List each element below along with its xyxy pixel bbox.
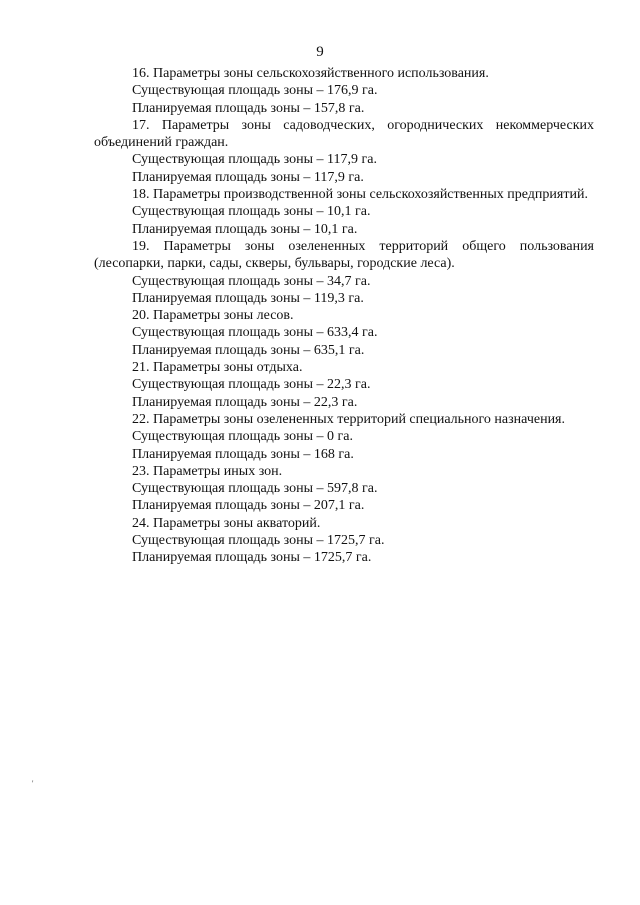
paragraph: Существующая площадь зоны – 1725,7 га.: [132, 533, 385, 549]
document-body: [94, 65, 594, 567]
paragraph: Существующая площадь зоны – 117,9 га.: [132, 152, 377, 168]
paragraph: Существующая площадь зоны – 597,8 га.: [132, 481, 378, 497]
paragraph: Планируемая площадь зоны – 22,3 га.: [132, 394, 358, 410]
paragraph: Существующая площадь зоны – 34,7 га.: [132, 273, 371, 289]
paragraph: Планируемая площадь зоны – 207,1 га.: [132, 498, 365, 514]
paragraph: Планируемая площадь зоны – 635,1 га.: [132, 342, 365, 358]
paragraph: Существующая площадь зоны – 176,9 га.: [132, 83, 378, 99]
paragraph: 21. Параметры зоны отдыха.: [132, 360, 303, 376]
paragraph: 17. Параметры зоны садоводческих, огороднических некоммерческих объединений граждан.: [94, 117, 594, 151]
paragraph: 16. Параметры зоны сельскохозяйственного использования.: [132, 66, 489, 81]
paragraph: Планируемая площадь зоны – 1725,7 га.: [132, 550, 372, 566]
paragraph: Существующая площадь зоны – 0 га.: [132, 429, 353, 445]
page-number: 9: [316, 44, 324, 60]
paragraph: 19. Параметры зоны озелененных территорий общего пользования (лесопарки, парки, сады, скверы, бульвары, городские леса).: [94, 238, 594, 272]
scan-artifact-mark: ': [32, 779, 34, 788]
paragraph: 23. Параметры иных зон.: [132, 463, 283, 479]
paragraph: Планируемая площадь зоны – 168 га.: [132, 446, 354, 462]
paragraph: 24. Параметры зоны акваторий.: [132, 515, 321, 531]
paragraph: Существующая площадь зоны – 633,4 га.: [132, 325, 378, 341]
paragraph: Планируемая площадь зоны – 10,1 га.: [132, 221, 358, 237]
paragraph: Существующая площадь зоны – 10,1 га.: [132, 204, 371, 220]
paragraph: Планируемая площадь зоны – 119,3 га.: [132, 290, 364, 306]
paragraph: Планируемая площадь зоны – 117,9 га.: [132, 169, 364, 185]
paragraph: 22. Параметры зоны озелененных территорий специального назначения.: [132, 411, 565, 427]
paragraph: Планируемая площадь зоны – 157,8 га.: [132, 100, 365, 116]
paragraph: Существующая площадь зоны – 22,3 га.: [132, 377, 371, 393]
paragraph: 18. Параметры производственной зоны сельскохозяйственных предприятий.: [132, 187, 588, 203]
paragraph: 20. Параметры зоны лесов.: [132, 308, 294, 324]
